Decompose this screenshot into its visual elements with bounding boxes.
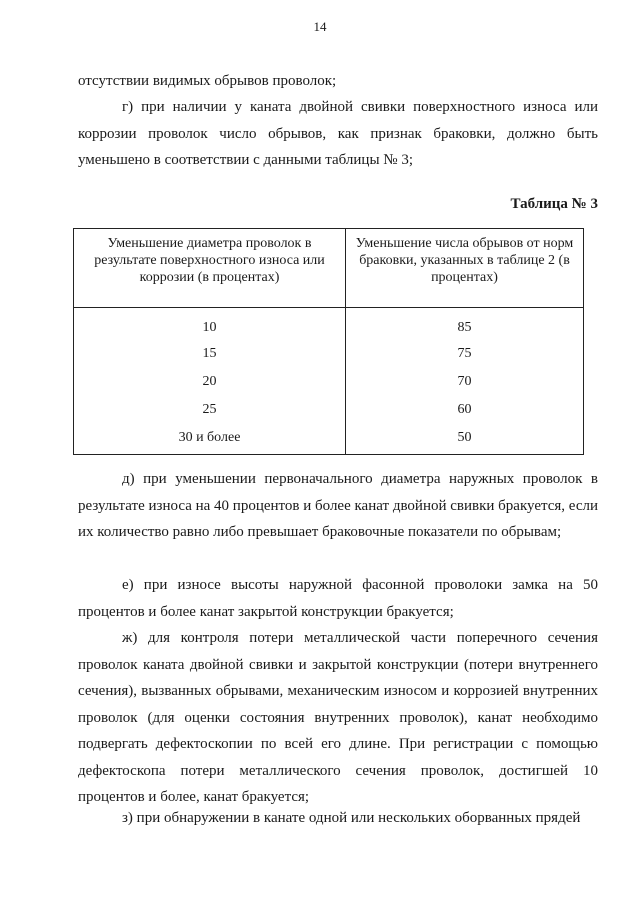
table-cell-breaks: 60 [346, 396, 584, 424]
table-cell-diameter: 20 [74, 368, 346, 396]
table-row [74, 396, 584, 424]
table-cell-diameter: 25 [74, 396, 346, 424]
table-row [74, 368, 584, 396]
table-cell-breaks: 70 [346, 368, 584, 396]
data-table [73, 228, 584, 455]
table-header-breaks [346, 229, 584, 308]
page-number: 14 [313, 19, 327, 34]
table-row [74, 308, 584, 341]
table-cell-breaks: 85 [346, 308, 584, 341]
table-cell-breaks: 50 [346, 424, 584, 455]
table-row [74, 424, 584, 455]
paragraph-z: з) при обнаружении в канате одной или нескольких оборванных прядей [122, 810, 581, 826]
table-cell-diameter: 10 [74, 308, 346, 341]
paragraph-zh: ж) для контроля потери металлической части поперечного сечения проволок каната двойной свивки и закрытой конструкции (потери внутреннего сечения), вызванных обрывами, механическим износом и коррозией внутренних проволок (для оценки состояния внутренних проволок), канат необходимо подвергать дефектоскопии по всей его длине. При регистрации с помощью дефектоскопа потери металлического сечения проволок, достигшей 10 процентов и более, канат бракуется; [78, 630, 598, 805]
table-header-row [74, 229, 584, 308]
table-cell-diameter: 15 [74, 340, 346, 368]
paragraph-continuation: отсутствии видимых обрывов проволок; [78, 73, 337, 89]
table-header-breaks-text: Уменьшение числа обрывов от норм браковки, указанных в таблице 2 (в процентах) [355, 236, 574, 285]
table-row [74, 340, 584, 368]
table-cell-breaks: 75 [346, 340, 584, 368]
paragraph-e: е) при износе высоты наружной фасонной проволоки замка на 50 процентов и более канат закрытой конструкции бракуется; [78, 577, 598, 620]
table-header-diameter: Уменьшение диаметра проволок в результате поверхностного износа или коррозии (в процентах) [74, 229, 346, 308]
table-cell-diameter: 30 и более [74, 424, 346, 455]
table-caption: Таблица № 3 [510, 196, 598, 212]
paragraph-g: г) при наличии у каната двойной свивки поверхностного износа или коррозии проволок число обрывов, как признак браковки, должно быть уменьшено в соответствии с данными таблицы № 3; [78, 99, 598, 168]
paragraph-d: д) при уменьшении первоначального диаметра наружных проволок в результате износа на 40 процентов и более канат двойной свивки бракуется, если их количество равно либо превышает браковочные показатели по обрывам; [78, 471, 598, 540]
